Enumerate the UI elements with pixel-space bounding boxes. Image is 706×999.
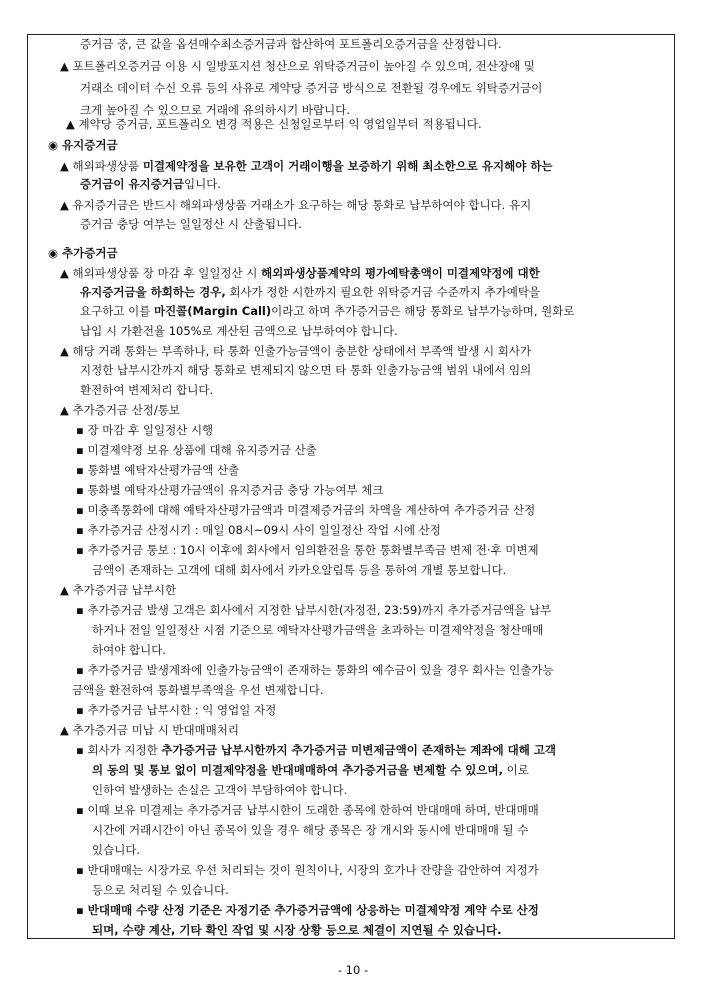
- bold-text: 증거금이 유지증거금: [80, 177, 184, 191]
- text-line: [80, 80, 542, 96]
- text-run: ▪ 미충족통화에 대해 예탁자산평가금액과 미결제증거금의 차액을 계산하여 추가증거금 산정: [76, 503, 536, 517]
- text-line: [80, 303, 574, 319]
- text-run: 등으로 처리될 수 있습니다.: [92, 883, 229, 897]
- text-run: ▪ 장 마감 후 일일정산 시행: [76, 423, 214, 437]
- text-line: [48, 137, 118, 153]
- text-line: [92, 762, 529, 778]
- text-run: ▪ 회사가 지정한: [76, 743, 162, 757]
- text-run: ▪ 통화별 예탁자산평가금액 산출: [76, 463, 240, 477]
- bold-text: 마진콜(Margin Call): [153, 304, 272, 318]
- text-line: [76, 502, 535, 518]
- text-line: [92, 642, 166, 658]
- text-line: [60, 197, 531, 213]
- text-line: [60, 343, 531, 359]
- text-line: [76, 442, 317, 458]
- text-line: [92, 562, 506, 578]
- text-run: 증거금 충당 여부는 일일정산 시 산출됩니다.: [80, 217, 302, 231]
- text-run: ▲ 포트폴리오증거금 이용 시 일방포지션 청산으로 위탁증거금이 높아질 수 있으며, 전산장애 및: [60, 59, 535, 73]
- text-line: [76, 902, 539, 918]
- text-run: ▲ 해외파생상품 장 마감 후 일일정산 시: [60, 266, 262, 280]
- text-run: 지정한 납부시간까지 해당 통화로 변제되지 않으면 타 통화 인출가능금액 범위 내에서 임의: [80, 363, 532, 377]
- text-run: ▪ 이때 보유 미결제는 추가증거금 납부시한이 도래한 종목에 한하여 반대매매 하며, 반대매매: [76, 803, 539, 817]
- bold-text: ◉ 유지증거금: [48, 138, 118, 152]
- text-line: [76, 862, 539, 878]
- text-line: [92, 882, 229, 898]
- text-line: [76, 542, 539, 558]
- text-line: [76, 602, 551, 618]
- text-run: ▪ 통화별 예탁자산평가금액이 유지증거금 충당 가능여부 체크: [76, 483, 384, 497]
- text-run: 증거금 중, 큰 값을 옵션매수최소증거금과 합산하여 포트폴리오증거금을 산정합니다.: [80, 37, 502, 51]
- text-line: [60, 158, 553, 174]
- text-line: [60, 582, 176, 598]
- text-run: 시간에 거래시간이 아닌 종목이 있을 경우 해당 종목은 장 개시와 동시에 반대매매 될 수: [92, 823, 529, 837]
- text-line: [76, 462, 239, 478]
- text-line: [76, 662, 554, 678]
- text-run: ▲ 계약당 증거금, 포트폴리오 변경 적용은 신청일로부터 익 영업일부터 적용됩니다.: [66, 117, 482, 131]
- text-line: [76, 742, 556, 758]
- text-run: 입니다.: [183, 177, 221, 191]
- text-run: ▲ 추가증거금 산정/통보: [60, 403, 181, 417]
- text-run: ▲ 유지증거금은 반드시 해외파생상품 거래소가 요구하는 해당 통화로 납부하여야 합니다. 유지: [60, 198, 532, 212]
- bold-text: 되며, 수량 계산, 기타 확인 작업 및 시장 상황 등으로 체결이 지연될 수 있습니다.: [92, 923, 502, 937]
- bold-text: ▪ 반대매매 수량 산정 기준은 자정기준 추가증거금액에 상응하는 미결제약정 계약 수로 산정: [76, 903, 539, 917]
- text-run: 금액을 환전하여 통화별부족액을 우선 변제합니다.: [72, 683, 324, 697]
- text-run: ▪ 추가증거금 산정시기 : 매일 08시~09시 사이 일일정산 작업 시에 산정: [76, 523, 441, 537]
- text-line: [66, 116, 482, 132]
- text-run: ▪ 미결제약정 보유 상품에 대해 유지증거금 산출: [76, 443, 317, 457]
- text-line: [76, 482, 383, 498]
- text-run: ▲ 추가증거금 납부시한: [60, 583, 177, 597]
- text-run: 거래소 데이터 수신 오류 등의 사유로 계약당 증거금 방식으로 전환될 경우에도 위탁증거금이: [80, 81, 543, 95]
- bold-text: 의 동의 및 통보 없이 미결제약정을 반대매매하여 추가증거금을 변제할 수 있으며,: [92, 763, 503, 777]
- bold-text: 유지증거금을 하회하는 경우,: [80, 285, 226, 299]
- text-run: ▲ 해당 거래 통화는 부족하나, 타 통화 인출가능금액이 충분한 상태에서 부족액 발생 시 회사가: [60, 344, 532, 358]
- text-line: [80, 382, 213, 398]
- bold-text: 미결제약정을 보유한 고객이 거래이행을 보증하기 위해 최소한으로 유지해야 하는: [142, 159, 553, 173]
- text-line: [72, 682, 324, 698]
- text-run: ▲ 추가증거금 미납 시 반대매매처리: [60, 723, 239, 737]
- text-run: 하여야 합니다.: [92, 643, 166, 657]
- text-line: [76, 522, 441, 538]
- text-run: ▲ 해외파생상품: [60, 159, 143, 173]
- text-line: [80, 362, 531, 378]
- text-line: [80, 36, 502, 52]
- text-line: [48, 245, 118, 261]
- text-line: [92, 842, 140, 858]
- text-run: 있습니다.: [92, 843, 141, 857]
- text-run: 하거나 전일 일일정산 시점 기준으로 예탁자산평가금액을 초과하는 미결제약정을 청산매매: [92, 623, 544, 637]
- text-line: [80, 323, 398, 339]
- text-line: [92, 782, 347, 798]
- text-line: [80, 176, 221, 192]
- text-line: [92, 922, 502, 938]
- text-line: [80, 284, 540, 300]
- text-run: ▪ 반대매매는 시장가로 우선 처리되는 것이 원칙이나, 시장의 호가나 잔량을 감안하여 지정가: [76, 863, 539, 877]
- page-number: - 10 -: [337, 963, 369, 977]
- text-line: [60, 58, 535, 74]
- text-run: 이로: [503, 763, 529, 777]
- text-run: 환전하여 변제처리 합니다.: [80, 383, 214, 397]
- bold-text: 해외파생상품계약의 평가예탁총액이 미결제약정에 대한: [261, 266, 540, 280]
- text-run: 이라고 하며 추가증거금은 해당 통화로 납부가능하며, 원화로: [271, 304, 575, 318]
- text-run: ▪ 추가증거금 납부시한 : 익 영업일 자정: [76, 703, 277, 717]
- text-run: ▪ 추가증거금 발생 고객은 회사에서 지정한 납부시한(자정전, 23:59)까지 추가증거금액을 납부: [76, 603, 552, 617]
- text-run: 납입 시 가환전율 105%로 계산된 금액으로 납부하여야 합니다.: [80, 324, 398, 338]
- bold-text: 추가증거금 납부시한까지 추가증거금 미변제금액이 존재하는 계좌에 대해 고객: [161, 743, 557, 757]
- text-line: [60, 402, 180, 418]
- text-run: 회사가 정한 시한까지 필요한 위탁증거금 수준까지 추가예탁을: [225, 285, 541, 299]
- text-run: 요구하고 이를: [80, 304, 154, 318]
- text-run: ▪ 추가증거금 통보 : 10시 이후에 회사에서 임의환전을 통한 통화별부족금 변제 전·후 미변제: [76, 543, 539, 557]
- text-line: [92, 622, 543, 638]
- text-line: [76, 422, 213, 438]
- text-line: [92, 822, 528, 838]
- text-run: 인하여 발생하는 손실은 고객이 부담하여야 합니다.: [92, 783, 348, 797]
- bold-text: ◉ 추가증거금: [48, 246, 118, 260]
- text-line: [60, 722, 239, 738]
- text-line: [80, 216, 302, 232]
- text-run: 금액이 존재하는 고객에 대해 회사에서 카카오알림톡 등을 통하여 개별 통보합니다.: [92, 563, 507, 577]
- text-line: [60, 265, 540, 281]
- text-run: ▪ 추가증거금 발생계좌에 인출가능금액이 존재하는 통화의 예수금이 있을 경우 회사는 인출가능: [76, 663, 554, 677]
- text-run: 크게 높아질 수 있으므로 거래에 유의하시기 바랍니다.: [80, 103, 350, 117]
- text-line: [76, 702, 276, 718]
- text-line: [76, 802, 539, 818]
